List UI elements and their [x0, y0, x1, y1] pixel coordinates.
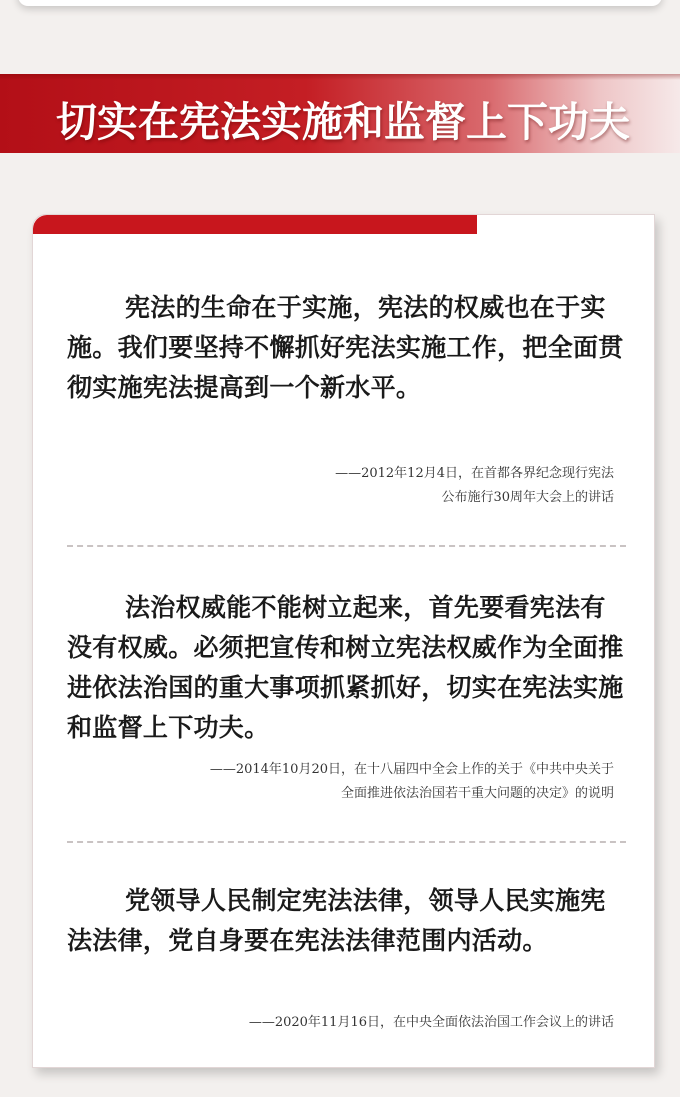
quote-source-3: ——2020年11月16日，在中央全面依法治国工作会议上的讲话: [248, 1015, 614, 1030]
divider-1: [67, 545, 626, 547]
quote-source-1: ——2012年12月4日，在首都各界纪念现行宪法 公布施行30周年大会上的讲话: [335, 466, 614, 505]
quote-source-2: ——2014年10月20日，在十八届四中全会上作的关于《中共中央关于 全面推进依法治国若干重大问题的决定》的说明: [209, 762, 614, 801]
section-banner: [0, 74, 680, 153]
quote-text-1: 宪法的生命在于实施，宪法的权威也在于实施。我们要坚持不懈抓好宪法实施工作，把全面贯彻实施宪法提高到一个新水平。: [67, 293, 624, 402]
quote-text-2: 法治权威能不能树立起来，首先要看宪法有没有权威。必须把宣传和树立宪法权威作为全面推进依法治国的重大事项抓紧抓好，切实在宪法实施和监督上下功夫。: [67, 593, 624, 742]
divider-2: [67, 841, 626, 843]
card-accent-tab: [33, 215, 477, 234]
quote-text-3: 党领导人民制定宪法法律，领导人民实施宪法法律，党自身要在宪法法律范围内活动。: [67, 886, 606, 955]
section-title: 切实在宪法实施和监督上下功夫: [56, 98, 630, 146]
quote-card: [32, 214, 655, 1068]
previous-card-edge: [18, 0, 662, 6]
